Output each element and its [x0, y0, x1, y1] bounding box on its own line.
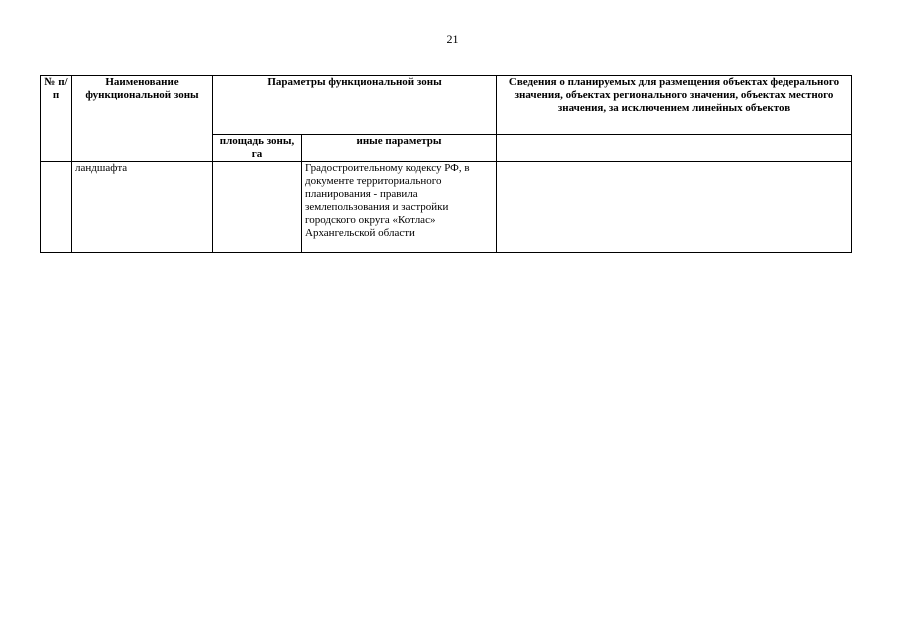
functional-zones-table [40, 75, 852, 253]
cell-planned-objects [497, 162, 852, 253]
cell-zone-area [213, 162, 302, 253]
page-number: 21 [446, 32, 459, 46]
header-zone-name: Наименование функциональной зоны [72, 76, 213, 162]
header-zone-parameters: Параметры функциональной зоны [213, 76, 497, 135]
header-other-parameters: иные параметры [302, 135, 497, 162]
header-zone-area: площадь зоны, га [213, 135, 302, 162]
header-num: № п/п [41, 76, 72, 162]
table-row [41, 162, 852, 253]
cell-num [41, 162, 72, 253]
header-row [41, 76, 852, 135]
cell-other-parameters: Градостроительному кодексу РФ, в документе территориального планирования - правила землепользования и застройки городского округа «Котлас» Архангельской области [302, 162, 497, 253]
header-planned-objects-empty [497, 135, 852, 162]
header-planned-objects: Сведения о планируемых для размещения объектах федерального значения, объектах регионального значения, объектах местного значения, за исключением линейных объектов [497, 76, 852, 135]
cell-zone-name: ландшафта [72, 162, 213, 253]
